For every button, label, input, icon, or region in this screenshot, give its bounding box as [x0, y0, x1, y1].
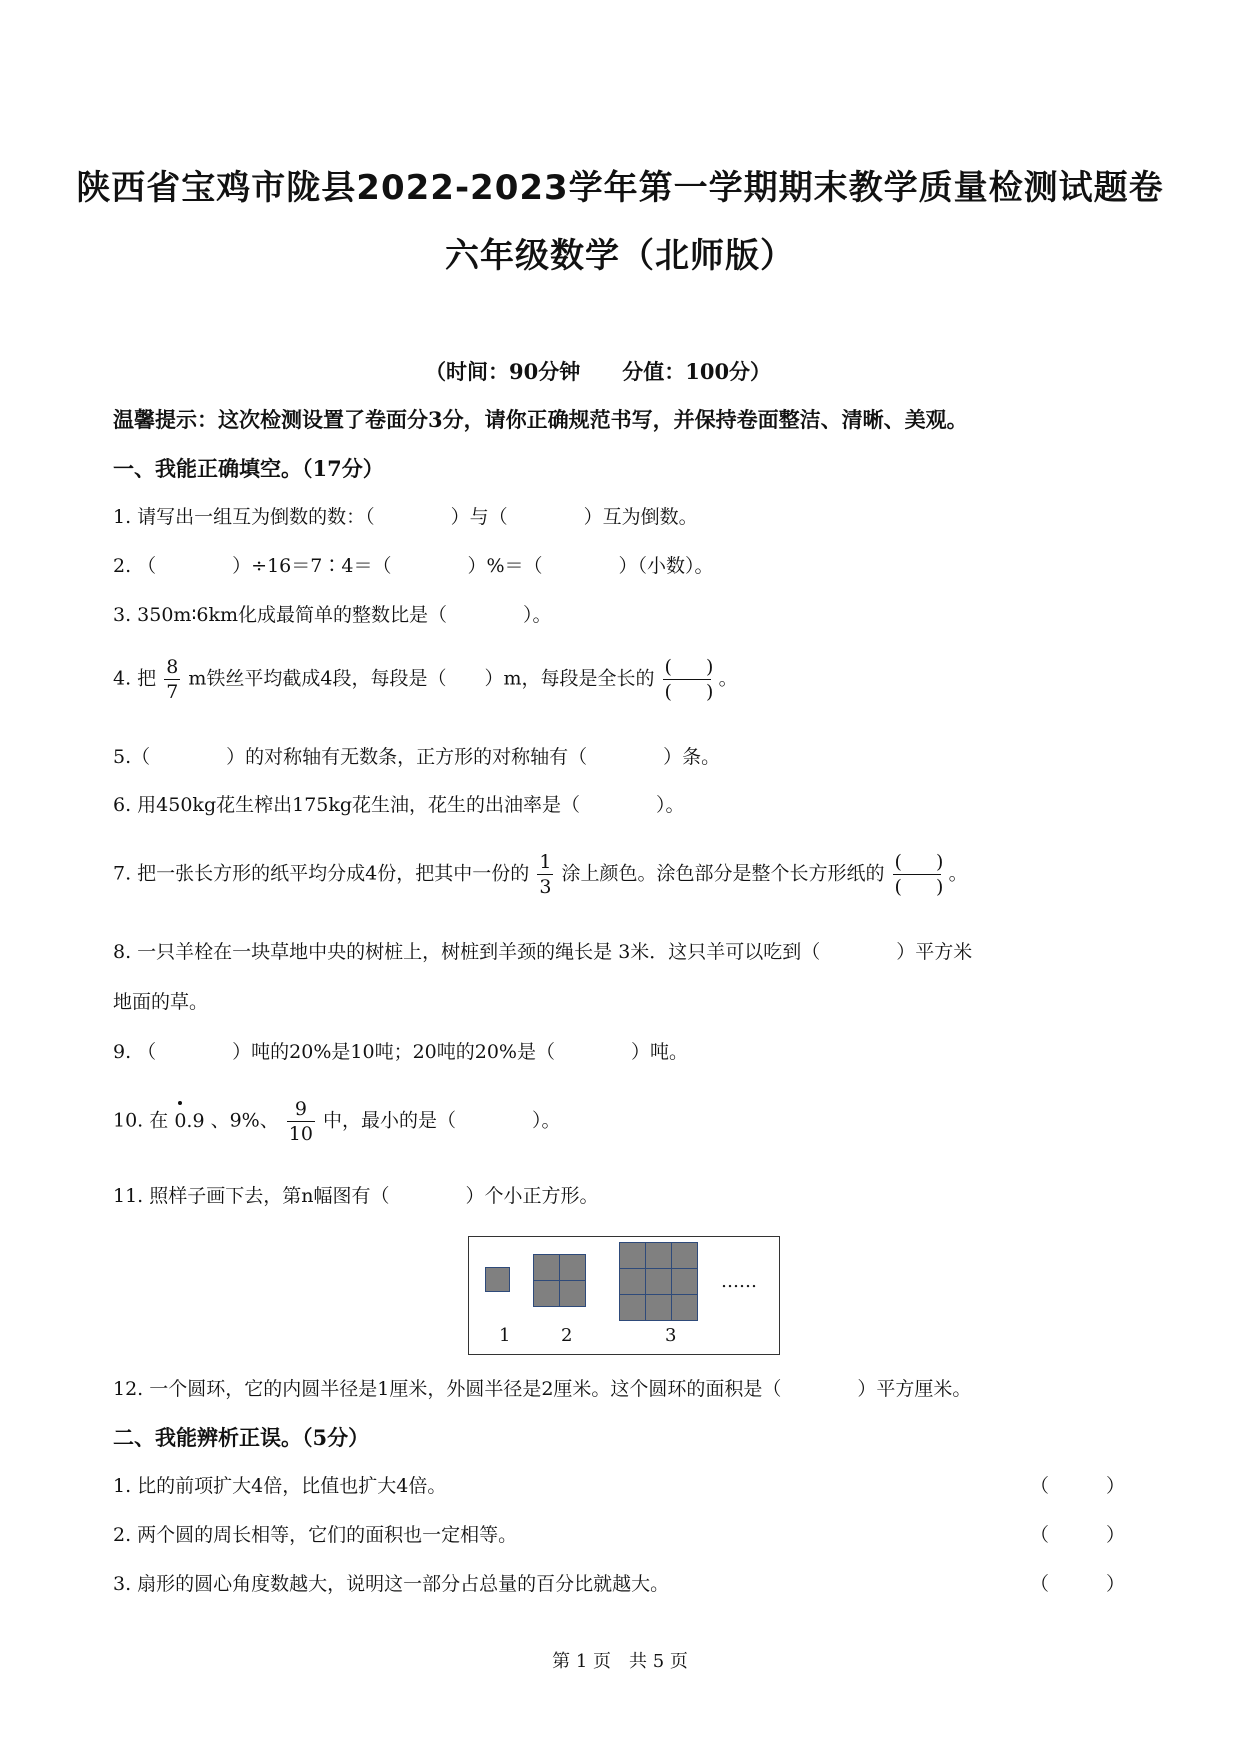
q4-prefix: 4. 把: [113, 667, 157, 690]
q4-text: m铁丝平均截成4段，每段是（ ）m，每段是全长的: [188, 667, 655, 690]
q10-prefix: 10. 在: [113, 1109, 169, 1132]
question-1-3: 3. 350m∶6km化成最简单的整数比是（ ）。: [113, 604, 552, 626]
figure-3-square: [645, 1268, 672, 1295]
figure-3-square: [671, 1268, 698, 1295]
section-1-heading: 一、我能正确填空。（17分）: [113, 456, 384, 481]
figure-2-square: [533, 1280, 560, 1307]
q7-answer-fraction: [893, 850, 958, 899]
figure-3-square: [671, 1294, 698, 1321]
time-score-info: （时间：90分钟 分值：100分）: [425, 359, 772, 384]
judgment-answer-3: （ ）: [1030, 1573, 1126, 1595]
question-1-2: 2. （ ）÷16＝7∶4＝（ ）%＝（ ）（小数）。: [113, 555, 714, 577]
judgment-item-3: 3. 扇形的圆心角度数越大，说明这一部分占总量的百分比就越大。: [113, 1573, 670, 1595]
question-1-10: [113, 1097, 561, 1146]
section-2-heading: 二、我能辨析正误。（5分）: [113, 1425, 370, 1450]
question-1-4: [113, 655, 738, 704]
q7-text: 涂上颜色。涂色部分是整个长方形纸的: [561, 862, 885, 885]
q7-fraction-numerator: 1: [539, 851, 552, 873]
question-1-8-cont: 地面的草。: [113, 991, 209, 1013]
q10-repeating-decimal: 0.9: [174, 1109, 205, 1132]
figure-3-square: [645, 1294, 672, 1321]
figure-label-2: 2: [561, 1325, 573, 1346]
q7-answer-numerator: ( ): [894, 851, 958, 873]
exam-title: 陕西省宝鸡市陇县2022-2023学年第一学期期末教学质量检测试题卷: [76, 168, 1164, 208]
question-1-9: 9. （ ）吨的20%是10吨；20吨的20%是（ ）吨。: [113, 1041, 688, 1063]
figure-3-square: [619, 1242, 646, 1269]
question-1-7: [113, 850, 968, 899]
figure-3-square: [619, 1268, 646, 1295]
q4-answer-fraction: [663, 655, 728, 704]
figure-1-square: [485, 1267, 510, 1292]
q10-fraction-denominator: 10: [288, 1123, 313, 1145]
q10-fraction-numerator: 9: [287, 1097, 315, 1122]
figure-ellipsis: ……: [721, 1271, 757, 1292]
question-1-1: 1. 请写出一组互为倒数的数：（ ）与（ ）互为倒数。: [113, 506, 698, 528]
figure-2-square: [559, 1254, 586, 1281]
q7-prefix: 7. 把一张长方形的纸平均分成4份，把其中一份的: [113, 862, 530, 885]
q4-fraction-8-7: [164, 655, 180, 704]
q4-answer-numerator: ( ): [664, 656, 728, 678]
question-1-8: 8. 一只羊栓在一块草地中央的树桩上，树桩到羊颈的绳长是 3米．这只羊可以吃到（ ）平方米: [113, 941, 973, 963]
figure-3-square: [671, 1242, 698, 1269]
q7-fraction-denominator: 3: [539, 876, 552, 898]
question-1-11: 11. 照样子画下去，第n幅图有（ ）个小正方形。: [113, 1185, 599, 1207]
q4-suffix: 。: [718, 667, 738, 690]
q7-suffix: 。: [948, 862, 968, 885]
judgment-item-1: 1. 比的前项扩大4倍，比值也扩大4倍。: [113, 1475, 447, 1497]
q10-suffix: 中，最小的是（ ）。: [323, 1109, 561, 1132]
figure-2-square: [533, 1254, 560, 1281]
question-1-5: 5.（ ）的对称轴有无数条，正方形的对称轴有（ ）条。: [113, 746, 721, 768]
question-1-12: 12. 一个圆环，它的内圆半径是1厘米，外圆半径是2厘米。这个圆环的面积是（ ）平方厘米。: [113, 1378, 972, 1400]
q4-fraction-numerator: 8: [166, 656, 179, 678]
page-footer: 第 1 页 共 5 页: [552, 1651, 688, 1672]
q7-answer-denominator: ( ): [894, 876, 958, 898]
judgment-answer-1: （ ）: [1030, 1475, 1126, 1497]
exam-subtitle: 六年级数学（北师版）: [445, 236, 795, 276]
q11-square-pattern-figure: [468, 1236, 780, 1355]
q10-text: 、9%、: [210, 1109, 279, 1132]
figure-label-3: 3: [665, 1325, 677, 1346]
figure-3-square: [619, 1294, 646, 1321]
figure-2-square: [559, 1280, 586, 1307]
question-1-6: 6. 用450kg花生榨出175kg花生油，花生的出油率是（ ）。: [113, 794, 685, 816]
q4-fraction-denominator: 7: [166, 681, 179, 703]
tip-text: 温馨提示：这次检测设置了卷面分3分，请你正确规范书写，并保持卷面整洁、清晰、美观。: [113, 407, 968, 432]
q10-fraction-9-10: [287, 1097, 315, 1146]
figure-label-1: 1: [499, 1325, 511, 1346]
q4-answer-denominator: ( ): [664, 681, 728, 703]
q7-fraction-1-3: [537, 850, 553, 899]
judgment-answer-2: （ ）: [1030, 1524, 1126, 1546]
judgment-item-2: 2. 两个圆的周长相等，它们的面积也一定相等。: [113, 1524, 518, 1546]
figure-3-square: [645, 1242, 672, 1269]
